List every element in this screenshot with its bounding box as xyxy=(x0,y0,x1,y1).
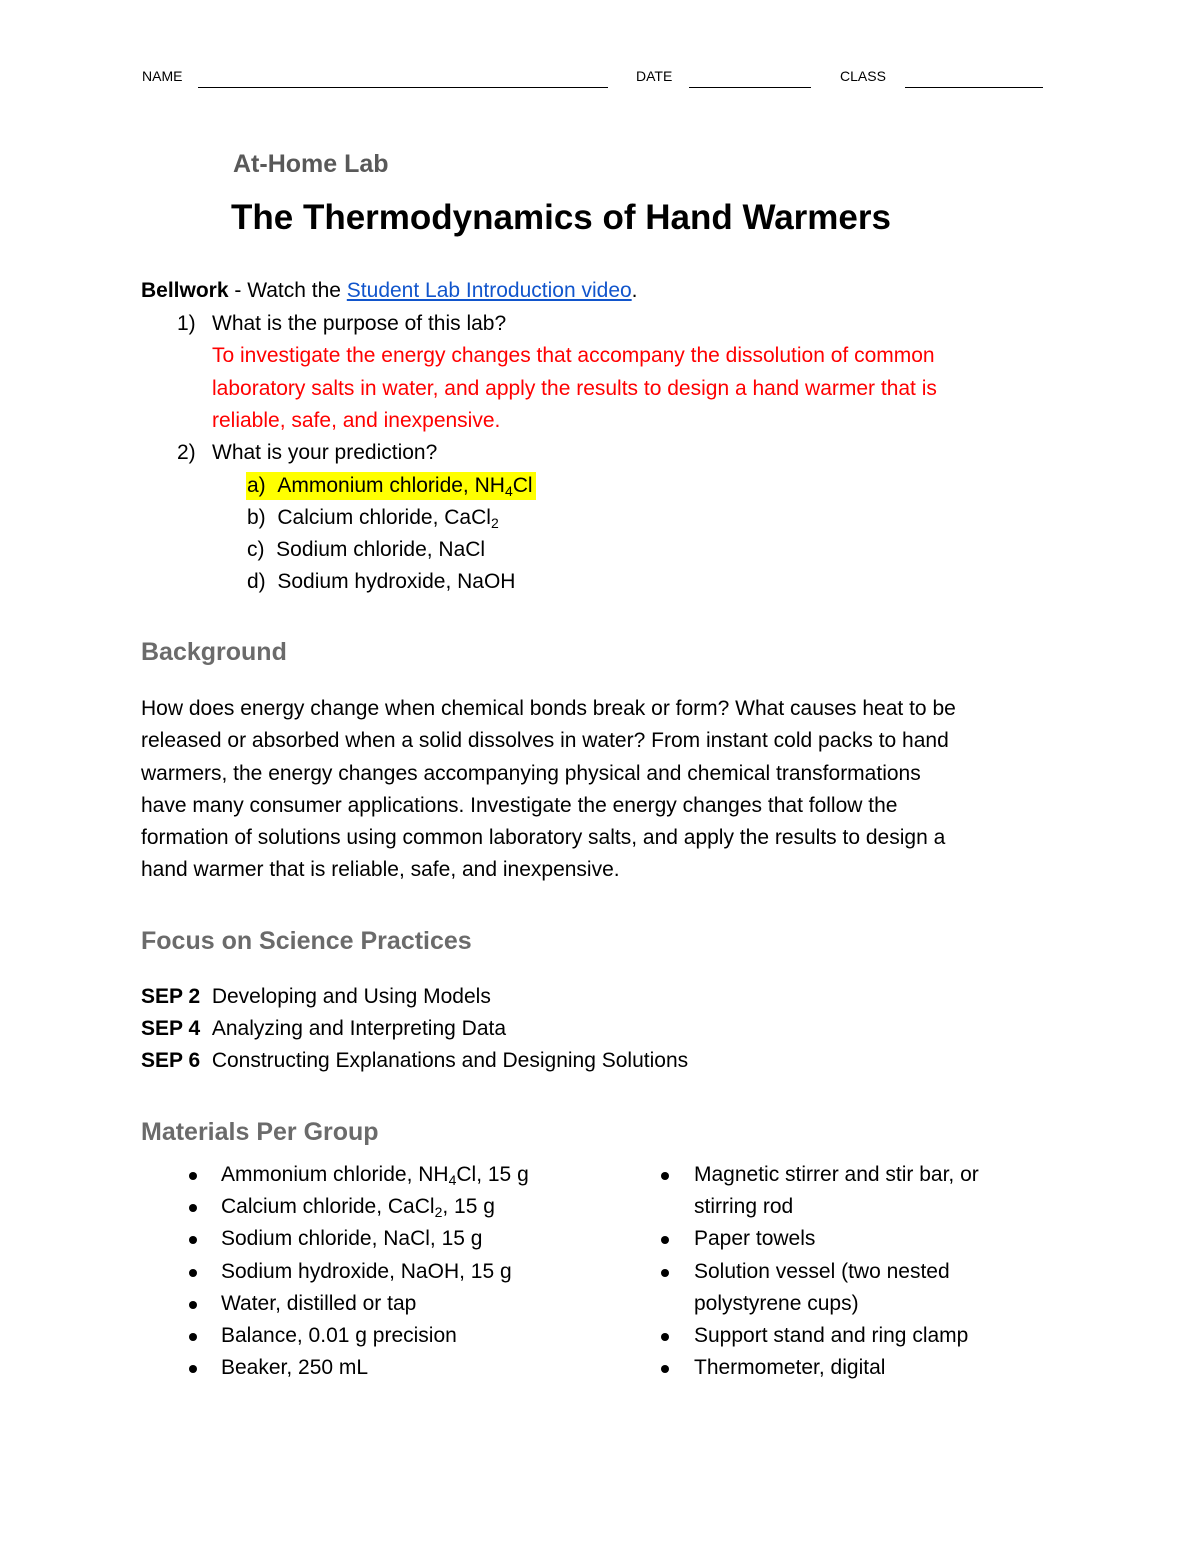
bellwork-suffix: . xyxy=(631,279,638,302)
practice-code: SEP 6 xyxy=(141,1049,201,1072)
material-item: Thermometer, digital xyxy=(694,1356,886,1379)
name-label: NAME xyxy=(142,68,183,84)
background-line: have many consumer applications. Investigate the energy changes that follow the xyxy=(141,793,898,817)
page-title: The Thermodynamics of Hand Warmers xyxy=(231,198,891,237)
option-c xyxy=(247,538,485,562)
background-heading: Background xyxy=(141,638,287,666)
bellwork-intro xyxy=(141,279,638,303)
material-item: Calcium chloride, CaCl$_2$, 15 g xyxy=(221,1195,495,1220)
option-b-sub: 2 xyxy=(490,515,499,531)
option-b-text: Calcium chloride, CaCl xyxy=(277,506,491,529)
background-line: hand warmer that is reliable, safe, and inexpensive. xyxy=(141,858,620,882)
practice-text: Constructing Explanations and Designing Solutions xyxy=(211,1049,689,1072)
bullet-icon xyxy=(189,1269,197,1277)
bullet-icon xyxy=(189,1333,197,1341)
date-label: DATE xyxy=(636,68,673,84)
material-item: Beaker, 250 mL xyxy=(221,1356,369,1379)
answer-line-3: reliable, safe, and inexpensive. xyxy=(212,409,501,432)
option-a xyxy=(246,472,536,500)
option-b-letter: b) xyxy=(247,506,266,529)
name-field-line[interactable] xyxy=(198,87,608,88)
background-line: How does energy change when chemical bonds break or form? What causes heat to be xyxy=(141,697,956,720)
bullet-icon xyxy=(189,1365,197,1373)
question-1 xyxy=(177,312,196,336)
class-label: CLASS xyxy=(840,68,886,84)
class-field-line[interactable] xyxy=(905,87,1043,88)
material-item: Ammonium chloride, $NH_4Cl$, 15 g xyxy=(221,1163,529,1188)
material-item-continued: polystyrene cups) xyxy=(694,1292,859,1315)
bullet-icon xyxy=(661,1365,669,1373)
material-item: Support stand and ring clamp xyxy=(694,1324,969,1347)
bullet-icon xyxy=(661,1333,669,1341)
practice-item xyxy=(141,1017,506,1041)
bullet-icon xyxy=(189,1172,197,1180)
material-item: Solution vessel (two nested xyxy=(694,1260,950,1283)
bullet-icon xyxy=(661,1172,669,1180)
background-paragraph xyxy=(141,693,1071,887)
practice-item xyxy=(141,985,491,1009)
material-item: Sodium hydroxide, NaOH, 15 g xyxy=(221,1260,512,1283)
bullet-icon xyxy=(189,1204,197,1212)
practice-text: Developing and Using Models xyxy=(211,985,491,1008)
option-d-letter: d) xyxy=(247,570,266,593)
material-item: Balance, 0.01 g precision xyxy=(221,1324,457,1347)
question-1-number: 1) xyxy=(177,312,196,335)
material-item: Sodium chloride, NaCl, 15 g xyxy=(221,1227,483,1250)
question-1-text: What is the purpose of this lab? xyxy=(212,312,507,335)
option-d-text: Sodium hydroxide, NaOH xyxy=(277,570,516,593)
bullet-icon xyxy=(189,1301,197,1309)
material-item: Paper towels xyxy=(694,1227,816,1250)
background-line: released or absorbed when a solid dissolves in water? From instant cold packs to hand xyxy=(141,729,949,753)
answer-line-1: To investigate the energy changes that accompany the dissolution of common xyxy=(212,344,935,367)
intro-video-link[interactable]: Student Lab Introduction video xyxy=(346,279,632,302)
answer-line-2: laboratory salts in water, and apply the results to design a hand warmer that is xyxy=(212,377,937,400)
bullet-icon xyxy=(661,1269,669,1277)
bullet-icon xyxy=(661,1236,669,1244)
lab-subtitle: At-Home Lab xyxy=(233,150,389,178)
material-item-continued: stirring rod xyxy=(694,1195,794,1218)
practice-item xyxy=(141,1049,688,1073)
material-item: Water, distilled or tap xyxy=(221,1292,417,1315)
date-field-line[interactable] xyxy=(689,87,811,88)
bullet-icon xyxy=(189,1236,197,1244)
question-2-text: What is your prediction? xyxy=(212,441,438,464)
practice-code: SEP 2 xyxy=(141,985,201,1008)
option-a-text: Ammonium chloride, NH xyxy=(277,474,505,497)
practices-heading: Focus on Science Practices xyxy=(141,927,472,955)
option-c-letter: c) xyxy=(247,538,265,561)
option-a-sub: 4 xyxy=(504,483,513,499)
option-a-after: Cl xyxy=(512,474,533,497)
material-item: Magnetic stirrer and stir bar, or xyxy=(694,1163,979,1186)
question-2-number: 2) xyxy=(177,441,196,464)
practice-code: SEP 4 xyxy=(141,1017,201,1040)
background-line: formation of solutions using common laboratory salts, and apply the results to design a xyxy=(141,826,946,850)
option-d xyxy=(247,570,515,594)
bellwork-label: Bellwork xyxy=(141,279,229,302)
option-a-letter: a) xyxy=(247,474,266,497)
option-b xyxy=(247,506,499,530)
background-line: warmers, the energy changes accompanying physical and chemical transformations xyxy=(141,761,921,785)
bellwork-prefix: - Watch the xyxy=(228,279,347,302)
practice-text: Analyzing and Interpreting Data xyxy=(211,1017,507,1040)
option-c-text: Sodium chloride, NaCl xyxy=(276,538,486,561)
materials-heading: Materials Per Group xyxy=(141,1118,379,1146)
